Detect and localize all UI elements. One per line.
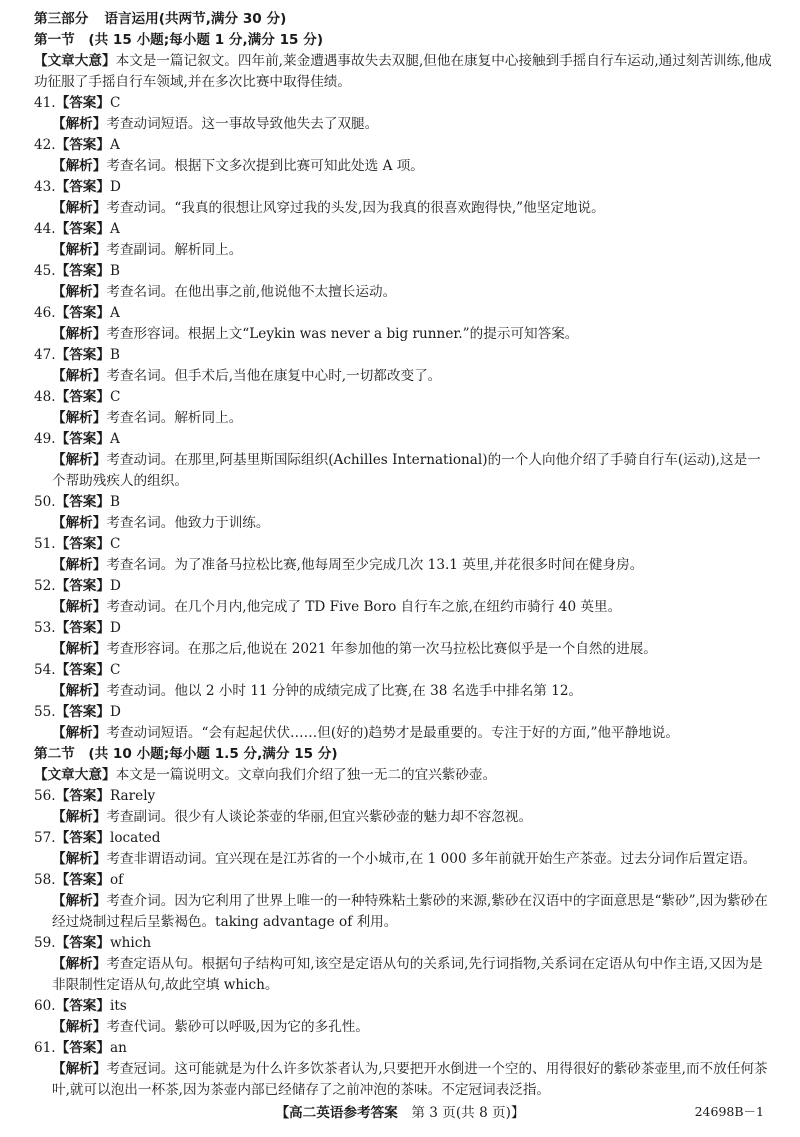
answer-line	[34, 303, 774, 324]
footer-code: 24698B－1	[694, 1104, 764, 1119]
answer-label: 【答案】	[55, 788, 110, 804]
answer-label: 【答案】	[55, 998, 110, 1014]
question-number: 47.	[34, 347, 56, 363]
question-number: 43.	[34, 179, 56, 195]
answer-line	[34, 618, 774, 639]
analysis-text: 考查非谓语动词。宜兴现在是江苏省的一个小城市,在 1 000 多年前就开始生产茶壶。过去分词作后置定语。	[106, 851, 757, 867]
footer-center	[0, 1101, 800, 1121]
summary-tag: 【文章大意】	[34, 767, 116, 783]
question-number: 49.	[34, 431, 56, 447]
answer-value: Rarely	[110, 788, 156, 804]
answer-value: D	[110, 578, 121, 594]
question-number: 44.	[34, 221, 56, 237]
answer-value: of	[110, 872, 124, 888]
answer-line	[34, 492, 774, 513]
analysis-line	[34, 1059, 774, 1101]
answer-value: which	[110, 935, 152, 951]
question-number: 59.	[34, 935, 56, 951]
analysis-line	[34, 240, 774, 261]
answer-line	[34, 429, 774, 450]
question-number: 52.	[34, 578, 56, 594]
footer-title: 【高二英语参考答案	[275, 1105, 398, 1121]
analysis-text: 考查名词。但手术后,当他在康复中心时,一切都改变了。	[106, 368, 442, 384]
analysis-line	[34, 639, 774, 660]
answer-label: 【答案】	[55, 704, 110, 720]
answer-label: 【答案】	[55, 872, 110, 888]
analysis-line	[34, 408, 774, 429]
answer-label: 【答案】	[55, 578, 110, 594]
analysis-label: 【解析】	[52, 326, 107, 342]
analysis-label: 【解析】	[52, 557, 107, 573]
section2-summary	[34, 765, 774, 786]
analysis-label: 【解析】	[52, 284, 107, 300]
analysis-line	[34, 807, 774, 828]
analysis-line	[34, 366, 774, 387]
analysis-line	[34, 1017, 774, 1038]
summary-text: 本文是一篇说明文。文章向我们介绍了独一无二的宜兴紫砂壶。	[115, 767, 497, 783]
analysis-text: 考查形容词。根据上文“Leykin was never a big runner.”的提示可知答案。	[106, 326, 579, 342]
analysis-text: 考查动词。在那里,阿基里斯国际组织(Achilles International)的一个人向他介绍了手骑自行车(运动),这是一个帮助残疾人的组织。	[52, 452, 761, 489]
answer-line	[34, 933, 774, 954]
answer-value: B	[110, 494, 120, 510]
analysis-text: 考查介词。因为它利用了世界上唯一的一种特殊粘土紫砂的来源,紫砂在汉语中的字面意思是“紫砂”,因为紫砂在经过烧制过程后呈紫褐色。taking advantage of 利用。	[52, 893, 768, 930]
answer-value: A	[110, 221, 120, 237]
section1-summary	[34, 51, 772, 93]
answer-line	[34, 996, 774, 1017]
analysis-line	[34, 891, 774, 933]
part-title: 语言运用(共两节,满分 30 分)	[104, 11, 287, 27]
analysis-line	[34, 324, 774, 345]
analysis-line	[34, 513, 774, 534]
answer-line	[34, 135, 774, 156]
analysis-label: 【解析】	[52, 809, 107, 825]
analysis-label: 【解析】	[52, 200, 107, 216]
answer-label: 【答案】	[55, 536, 110, 552]
answer-label: 【答案】	[55, 1040, 110, 1056]
analysis-line	[34, 282, 774, 303]
answer-label: 【答案】	[55, 221, 110, 237]
analysis-label: 【解析】	[52, 242, 107, 258]
analysis-line	[34, 849, 774, 870]
answer-label: 【答案】	[55, 935, 110, 951]
analysis-line	[34, 555, 774, 576]
section1-items	[34, 93, 774, 744]
answer-value: B	[110, 347, 120, 363]
footer-page: 第 3 页(共 8 页)】	[411, 1105, 525, 1121]
answer-label: 【答案】	[55, 95, 110, 111]
section2-header: 第二节 (共 10 小题;每小题 1.5 分,满分 15 分)	[34, 746, 338, 762]
answer-label: 【答案】	[55, 830, 110, 846]
analysis-line	[34, 450, 774, 492]
answer-line	[34, 345, 774, 366]
analysis-text: 考查冠词。这可能就是为什么许多饮茶者认为,只要把开水倒进一个空的、用得很好的紫砂茶壶里,而不放任何茶叶,就可以泡出一杯茶,因为茶壶内部已经储存了之前冲泡的茶味。不定冠词表泛指。	[52, 1061, 768, 1098]
analysis-line	[34, 954, 774, 996]
question-number: 48.	[34, 389, 56, 405]
answer-value: C	[110, 389, 121, 405]
analysis-label: 【解析】	[52, 641, 107, 657]
answer-line	[34, 219, 774, 240]
section1-header: 第一节 (共 15 小题;每小题 1 分,满分 15 分)	[34, 32, 324, 48]
answer-line	[34, 387, 774, 408]
answer-value: D	[110, 704, 121, 720]
answer-line	[34, 660, 774, 681]
analysis-text: 考查副词。解析同上。	[106, 242, 243, 258]
analysis-line	[34, 597, 774, 618]
analysis-text: 考查动词。“我真的很想让风穿过我的头发,因为我真的很喜欢跑得快,”他坚定地说。	[106, 200, 605, 216]
answer-label: 【答案】	[55, 431, 110, 447]
question-number: 50.	[34, 494, 56, 510]
answer-line	[34, 177, 774, 198]
analysis-text: 考查动词。他以 2 小时 11 分钟的成绩完成了比赛,在 38 名选手中排名第 12。	[106, 683, 583, 699]
analysis-line	[34, 723, 774, 744]
answer-value: located	[110, 830, 161, 846]
analysis-label: 【解析】	[52, 893, 107, 909]
page-footer	[0, 1101, 800, 1123]
answer-label: 【答案】	[55, 137, 110, 153]
analysis-line	[34, 114, 774, 135]
answer-line	[34, 93, 774, 114]
question-number: 61.	[34, 1040, 56, 1056]
analysis-label: 【解析】	[52, 410, 107, 426]
answer-value: D	[110, 620, 121, 636]
answer-line	[34, 702, 774, 723]
analysis-label: 【解析】	[52, 683, 107, 699]
answer-value: A	[110, 305, 120, 321]
analysis-text: 考查名词。根据下文多次提到比赛可知此处选 A 项。	[106, 158, 424, 174]
summary-text: 本文是一篇记叙文。四年前,莱金遭遇事故失去双腿,但他在康复中心接触到手摇自行车运动,通过刻苦训练,他成功征服了手摇自行车领域,并在多次比赛中取得佳绩。	[34, 53, 772, 90]
analysis-text: 考查动词。在几个月内,他完成了 TD Five Boro 自行车之旅,在纽约市骑行 40 英里。	[106, 599, 622, 615]
question-number: 54.	[34, 662, 56, 678]
analysis-label: 【解析】	[52, 599, 107, 615]
analysis-label: 【解析】	[52, 452, 107, 468]
analysis-text: 考查名词。他致力于训练。	[106, 515, 270, 531]
analysis-line	[34, 198, 774, 219]
section2-items	[34, 786, 774, 1101]
answer-line	[34, 534, 774, 555]
answer-key-page	[34, 9, 774, 1101]
answer-value: C	[110, 662, 121, 678]
analysis-line	[34, 156, 774, 177]
answer-value: D	[110, 179, 121, 195]
answer-line	[34, 576, 774, 597]
analysis-text: 考查定语从句。根据句子结构可知,该空是定语从句的关系词,先行词指物,关系词在定语从句中作主语,又因为是非限制性定语从句,故此空填 which。	[52, 956, 763, 993]
answer-line	[34, 1038, 774, 1059]
question-number: 45.	[34, 263, 56, 279]
part-header	[34, 9, 774, 30]
analysis-text: 考查名词。为了准备马拉松比赛,他每周至少完成几次 13.1 英里,并花很多时间在健身房。	[106, 557, 644, 573]
question-number: 46.	[34, 305, 56, 321]
answer-value: its	[110, 998, 127, 1014]
answer-label: 【答案】	[55, 620, 110, 636]
analysis-label: 【解析】	[52, 851, 107, 867]
answer-value: A	[110, 431, 120, 447]
answer-value: C	[110, 95, 121, 111]
question-number: 41.	[34, 95, 56, 111]
answer-label: 【答案】	[55, 179, 110, 195]
analysis-text: 考查代词。紫砂可以呼吸,因为它的多孔性。	[106, 1019, 369, 1035]
summary-tag: 【文章大意】	[34, 53, 116, 69]
analysis-label: 【解析】	[52, 1019, 107, 1035]
analysis-text: 考查动词短语。“会有起起伏伏……但(好的)趋势才是最重要的。专注于好的方面,”他平静地说。	[106, 725, 679, 741]
answer-label: 【答案】	[55, 305, 110, 321]
analysis-label: 【解析】	[52, 368, 107, 384]
analysis-text: 考查名词。在他出事之前,他说他不太擅长运动。	[106, 284, 397, 300]
answer-value: B	[110, 263, 120, 279]
question-number: 60.	[34, 998, 56, 1014]
answer-value: A	[110, 137, 120, 153]
analysis-text: 考查名词。解析同上。	[106, 410, 243, 426]
answer-value: C	[110, 536, 121, 552]
answer-label: 【答案】	[55, 494, 110, 510]
answer-line	[34, 828, 774, 849]
answer-label: 【答案】	[55, 389, 110, 405]
question-number: 58.	[34, 872, 56, 888]
analysis-text: 考查形容词。在那之后,他说在 2021 年参加他的第一次马拉松比赛似乎是一个自然的进展。	[106, 641, 657, 657]
answer-label: 【答案】	[55, 263, 110, 279]
analysis-line	[34, 681, 774, 702]
question-number: 42.	[34, 137, 56, 153]
answer-line	[34, 261, 774, 282]
analysis-label: 【解析】	[52, 725, 107, 741]
part-label: 第三部分	[34, 11, 89, 27]
answer-line	[34, 786, 774, 807]
analysis-text: 考查动词短语。这一事故导致他失去了双腿。	[106, 116, 379, 132]
analysis-text: 考查副词。很少有人谈论茶壶的华丽,但宜兴紫砂壶的魅力却不容忽视。	[106, 809, 533, 825]
question-number: 55.	[34, 704, 56, 720]
answer-label: 【答案】	[55, 347, 110, 363]
answer-line	[34, 870, 774, 891]
analysis-label: 【解析】	[52, 1061, 107, 1077]
answer-value: an	[110, 1040, 127, 1056]
analysis-label: 【解析】	[52, 515, 107, 531]
question-number: 51.	[34, 536, 56, 552]
question-number: 57.	[34, 830, 56, 846]
question-number: 56.	[34, 788, 56, 804]
analysis-label: 【解析】	[52, 956, 107, 972]
analysis-label: 【解析】	[52, 116, 107, 132]
answer-label: 【答案】	[55, 662, 110, 678]
analysis-label: 【解析】	[52, 158, 107, 174]
question-number: 53.	[34, 620, 56, 636]
